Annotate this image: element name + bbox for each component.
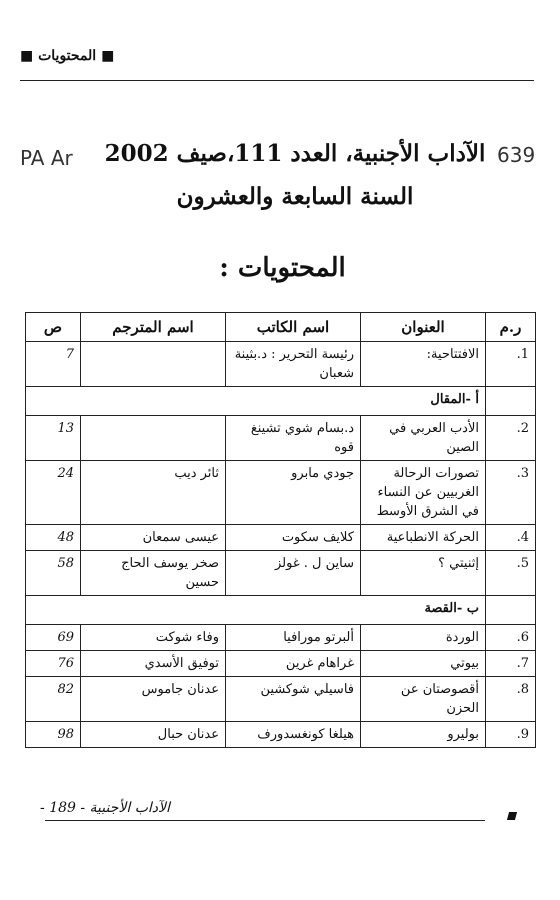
row-translator	[81, 342, 226, 387]
row-translator: وفاء شوكت	[81, 625, 226, 651]
section-row	[26, 596, 536, 625]
row-num: 2.	[486, 416, 536, 461]
row-page: 98	[26, 722, 81, 748]
row-translator: عدنان جاموس	[81, 677, 226, 722]
row-page: 48	[26, 525, 81, 551]
contents-heading: المحتويات :	[219, 253, 346, 283]
row-title: الافتتاحية:	[361, 342, 486, 387]
row-title: الحركة الانطباعية	[361, 525, 486, 551]
row-author: هيلغا كونغسدورف	[226, 722, 361, 748]
row-num: 6.	[486, 625, 536, 651]
row-title: الأدب العربي في الصين	[361, 416, 486, 461]
section-heading-stories: ب -القصة	[26, 596, 486, 625]
row-num: 9.	[486, 722, 536, 748]
row-num: 3.	[486, 461, 536, 525]
row-title: إثنيتي ؟	[361, 551, 486, 596]
issue-title: الآداب الأجنبية، العدد 111،صيف 2002	[104, 140, 486, 167]
row-page: 13	[26, 416, 81, 461]
col-header-page: ص	[26, 313, 81, 342]
row-num: 7.	[486, 651, 536, 677]
row-author: ساين ل . غولز	[226, 551, 361, 596]
row-translator: عيسى سمعان	[81, 525, 226, 551]
row-author: جودي مابرو	[226, 461, 361, 525]
row-num: 5.	[486, 551, 536, 596]
table-row	[26, 461, 536, 525]
table-row	[26, 551, 536, 596]
handwritten-note-left: PA Ar	[20, 146, 73, 170]
row-page: 69	[26, 625, 81, 651]
handwritten-note-right: 639	[497, 143, 536, 167]
footer-page-label: - الآداب الأجنبية - 189	[40, 800, 170, 816]
table-row	[26, 525, 536, 551]
row-author: رئيسة التحرير : د.بثينة شعبان	[226, 342, 361, 387]
footer-bullet-icon	[507, 812, 517, 820]
section-row	[26, 387, 536, 416]
row-translator: عدنان حبال	[81, 722, 226, 748]
row-page: 82	[26, 677, 81, 722]
table-row	[26, 416, 536, 461]
row-title: بيوتي	[361, 651, 486, 677]
row-author: ألبرتو مورافيا	[226, 625, 361, 651]
row-translator: ثائر ديب	[81, 461, 226, 525]
year-title: السنة السابعة والعشرون	[176, 183, 414, 210]
row-translator	[81, 416, 226, 461]
row-num: 1.	[486, 342, 536, 387]
row-num: 8.	[486, 677, 536, 722]
table-row	[26, 625, 536, 651]
header-label: المحتويات	[38, 48, 97, 64]
table-row	[26, 342, 536, 387]
row-author: فاسيلي شوكشين	[226, 677, 361, 722]
row-page: 7	[26, 342, 81, 387]
col-header-translator: اسم المترجم	[81, 313, 226, 342]
row-title: تصورات الرحالة الغربيين عن النساء في الشرق الأوسط	[361, 461, 486, 525]
row-author: كلايف سكوت	[226, 525, 361, 551]
row-page: 24	[26, 461, 81, 525]
row-page: 76	[26, 651, 81, 677]
row-author: غراهام غرين	[226, 651, 361, 677]
row-title: الوردة	[361, 625, 486, 651]
col-header-title: العنوان	[361, 313, 486, 342]
table-row	[26, 651, 536, 677]
table-row	[26, 677, 536, 722]
col-header-author: اسم الكاتب	[226, 313, 361, 342]
header-rule	[20, 80, 534, 81]
contents-table	[25, 312, 536, 748]
col-header-num: ر.م	[486, 313, 536, 342]
row-translator: صخر يوسف الحاج حسين	[81, 551, 226, 596]
header-bullet-icon: ■	[20, 48, 39, 64]
footer-rule	[45, 820, 485, 821]
table-row	[26, 722, 536, 748]
row-translator: توفيق الأسدي	[81, 651, 226, 677]
row-title: بوليرو	[361, 722, 486, 748]
section-heading-essays: أ -المقال	[26, 387, 486, 416]
row-title: أقصوصتان عن الحزن	[361, 677, 486, 722]
table-header-row	[26, 313, 536, 342]
row-author: د.بسام شوي تشينغ قوه	[226, 416, 361, 461]
running-header: ■ المحتويات ■	[20, 48, 115, 64]
row-page: 58	[26, 551, 81, 596]
row-num: 4.	[486, 525, 536, 551]
